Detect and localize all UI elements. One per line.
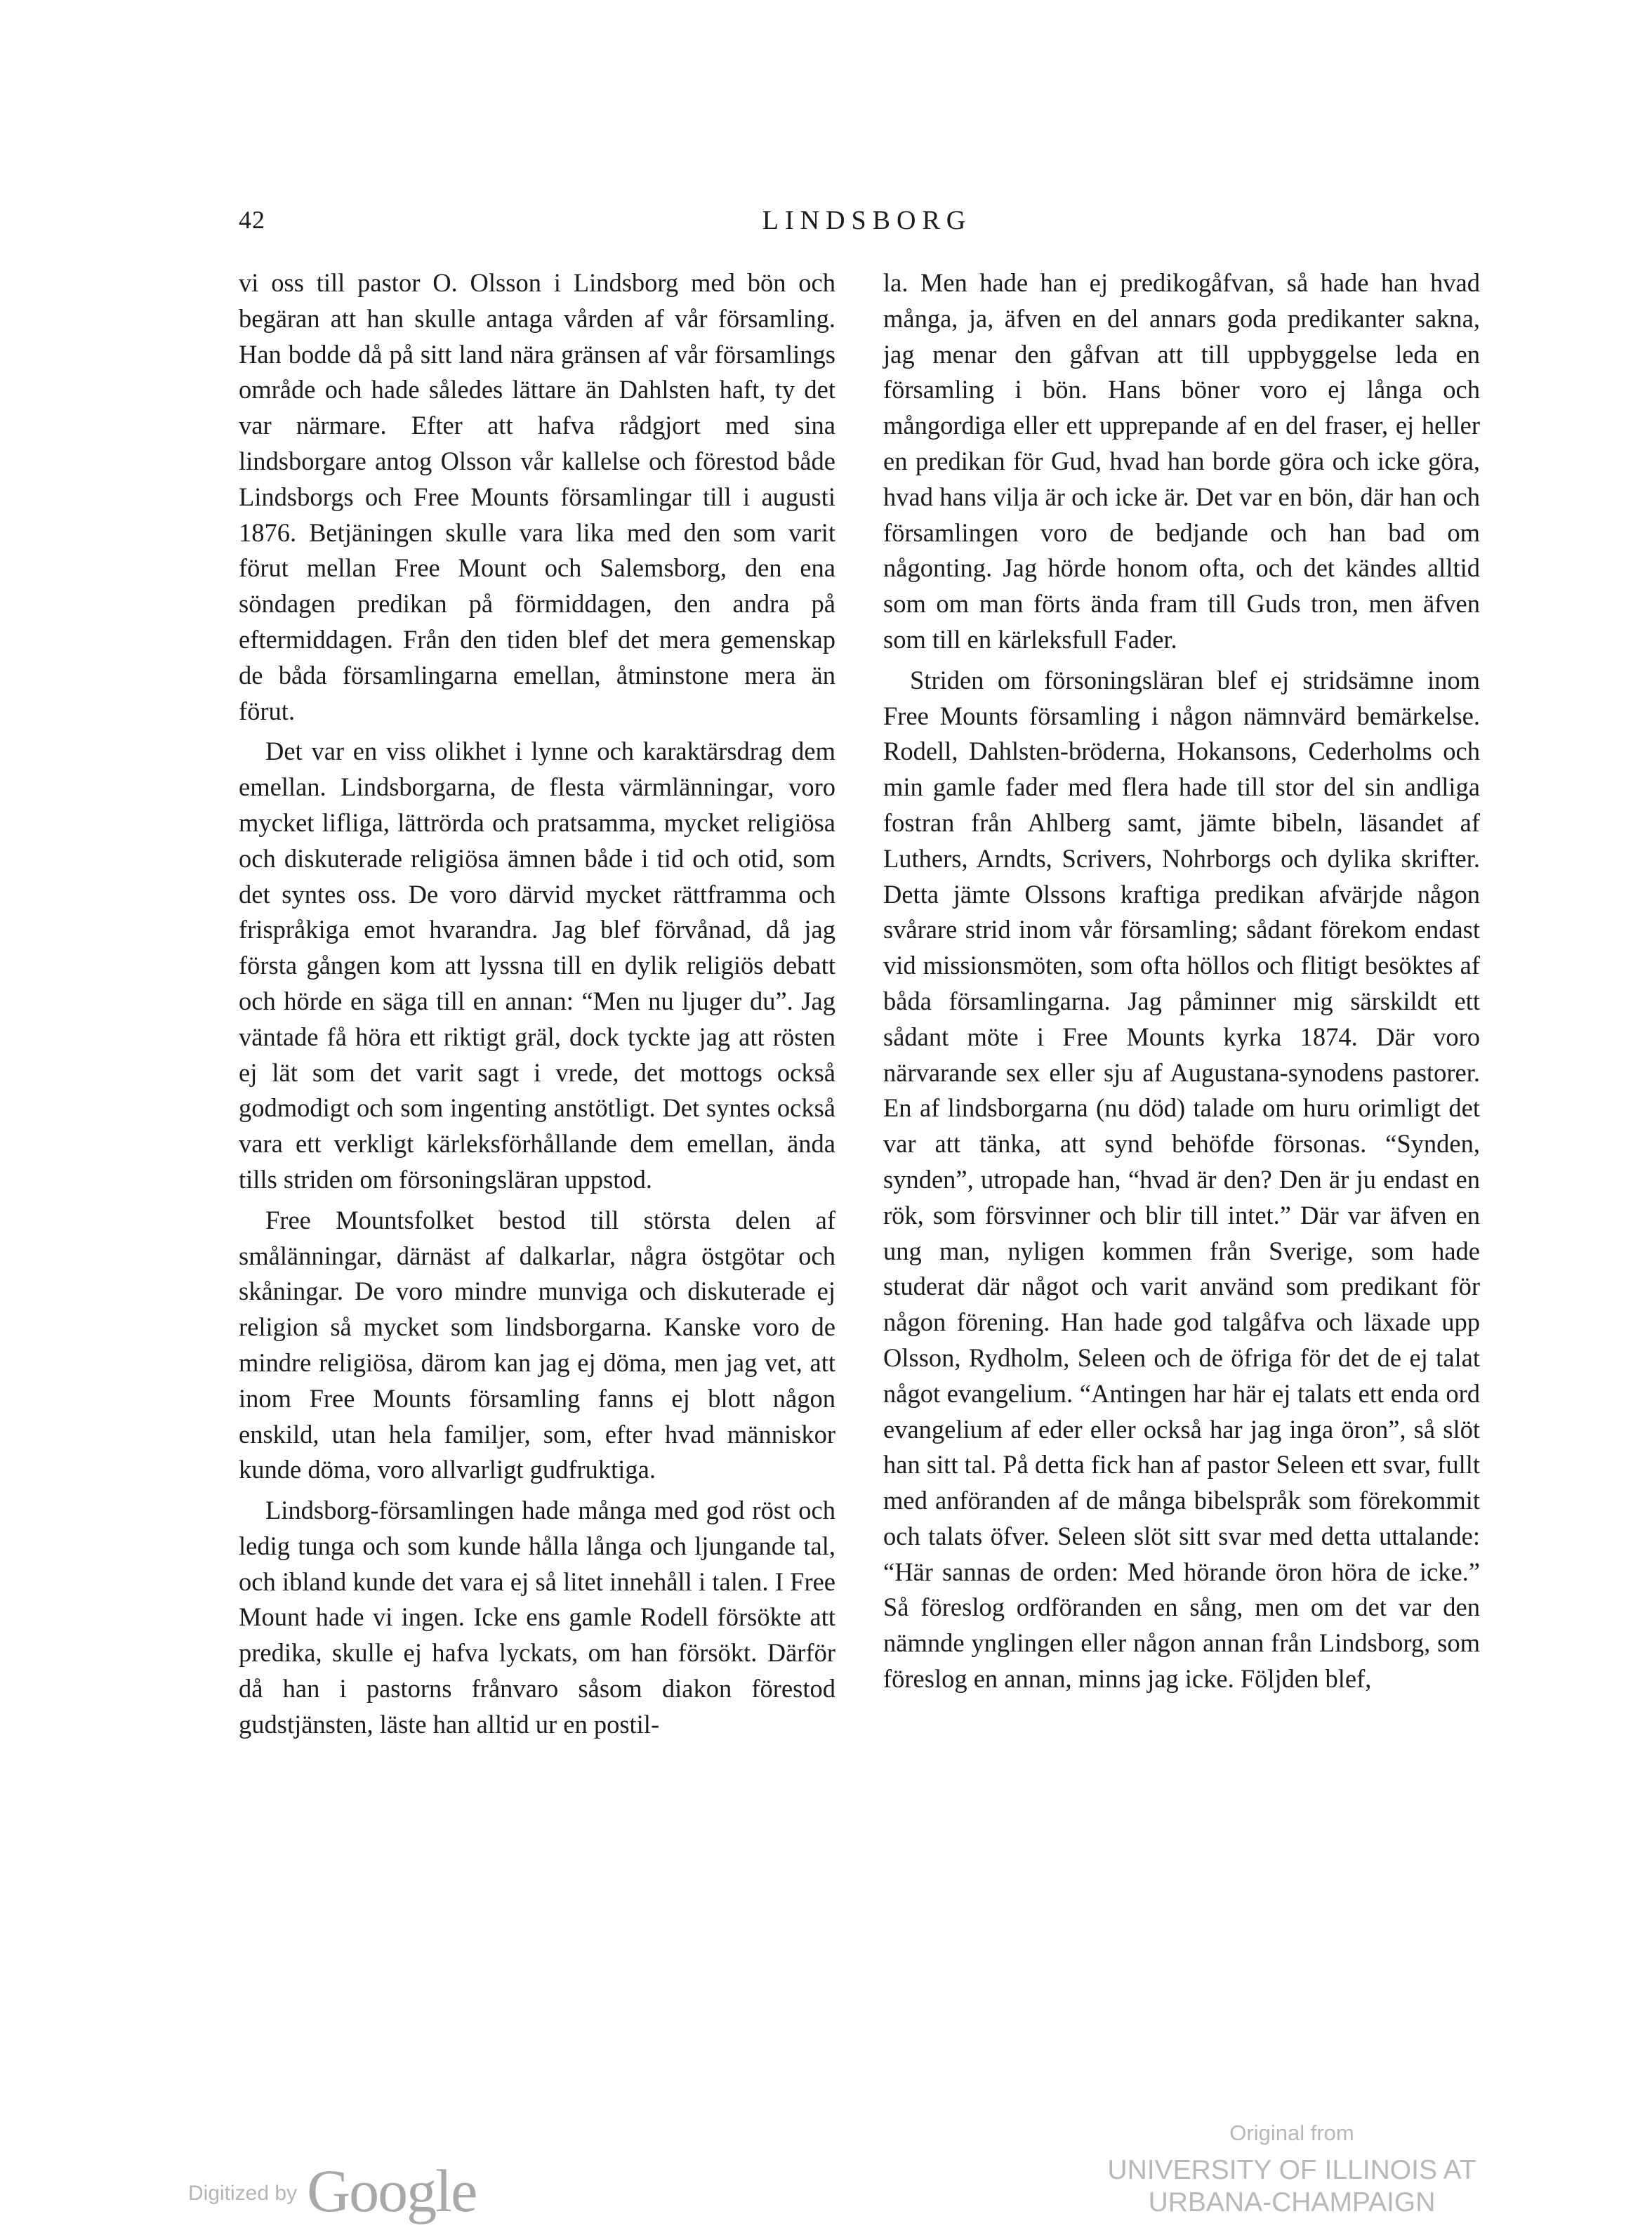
digitized-by-google-watermark (188, 2156, 476, 2226)
left-column (239, 265, 835, 1748)
paragraph: Lindsborg-församlingen hade många med god röst och ledig tunga och som kunde hålla långa och ljungande tal, och ibland kunde det vara ej så litet innehåll i talen. I Free Mount hade vi ingen. Icke ens gamle Rodell försökte att predika, skulle ej hafva lyckats, om han försökt. Därför då han i pastorns frånvaro såsom diakon förestod gudstjänsten, läste han alltid ur en postil- (239, 1496, 835, 1739)
original-source-watermark (1081, 2121, 1502, 2219)
page-header (239, 205, 1495, 240)
page-number: 42 (239, 206, 265, 234)
university-name-line2: URBANA-CHAMPAIGN (1148, 2187, 1436, 2217)
original-from-label: Original from (1229, 2121, 1354, 2145)
running-title: LINDSBORG (762, 206, 972, 235)
paragraph: Striden om försoningsläran blef ej stridsämne inom Free Mounts församling i någon nämnvärd bemärkelse. Rodell, Dahlsten-bröderna, Hokansons, Cederholms och min gamle fader med flera hade till stor del sin andliga fostran från Ahlberg samt, jämte bibeln, läsandet af Luthers, Arndts, Scrivers, Nohrborgs och dylika skrifter. Detta jämte Olssons kraftiga predikan afvärjde någon svårare strid inom vår församling; sådant förekom endast vid missionsmöten, som ofta höllos och flitigt besöktes af båda församlingarna. Jag påminner mig särskildt ett sådant möte i Free Mounts kyrka 1874. Där voro närvarande sex eller sju af Augustana-synodens pastorer. En af lindsborgarna (nu död) talade om huru orimligt det var att tänka, att synd behöfde försonas. “Synden, synden”, utropade han, “hvad är den? Den är ju endast en rök, som försvinner och blir till intet.” Där var äfven en ung man, nyligen kommen från Sverige, som hade studerat där något och varit använd som predikant för någon förening. Han hade god talgåfva och läxade upp Olsson, Rydholm, Seleen och de öfriga för det de ej talat något evangelium. “Antingen har här ej talats ett enda ord evangelium af eder eller också har jag inga öron”, så slöt han sitt tal. På detta fick han af pastor Seleen ett svar, fullt med anföranden af de många bibelspråk som förekommit och talats öfver. Seleen slöt sitt svar med detta uttalande: “Här sannas de orden: Med hörande öron höra de icke.” Så föreslog ordföranden en sång, men om det var den nämnde ynglingen eller någon annan från Lindsborg, som föreslog en annan, minns jag icke. Följden blef, (883, 665, 1480, 1694)
paragraph: Free Mountsfolket bestod till största delen af smålänningar, därnäst af dalkarlar, några östgötar och skåningar. De voro mindre munviga och diskuterade ej religion så mycket som lindsborgarna. Kanske voro de mindre religiösa, därom kan jag ej döma, men jag vet, att inom Free Mounts församling fanns ej blott någon enskild, utan hela familjer, som, efter hvad människor kunde döma, voro allvarligt gudfruktiga. (239, 1205, 835, 1484)
google-logo: Google (307, 2157, 477, 2224)
right-column (883, 265, 1480, 1702)
paragraph: Det var en viss olikhet i lynne och karaktärsdrag dem emellan. Lindsborgarna, de flesta värmlänningar, voro mycket lifliga, lättrörda och pratsamma, mycket religiösa och diskuterade religiösa ämnen både i tid och otid, som det syntes oss. De voro därvid mycket rättframma och frispråkiga emot hvarandra. Jag blef förvånad, då jag första gången kom att lyssna till en dylik religiös debatt och hörde en säga till en annan: “Men nu ljuger du”. Jag väntade få höra ett riktigt gräl, dock tyckte jag att rösten ej lät som det varit sagt i vrede, det mottogs också godmodigt och som ingenting anstötligt. Det syntes också vara ett verkligt kärleksförhållande dem emellan, ända tills striden om försoningsläran uppstod. (239, 737, 835, 1194)
paragraph: vi oss till pastor O. Olsson i Lindsborg med bön och begäran att han skulle antaga vården af vår församling. Han bodde då på sitt land nära gränsen af vår församlings område och hade således lättare än Dahlsten haft, ty det var närmare. Efter att hafva rådgjort med sina lindsborgare antog Olsson vår kallelse och förestod både Lindsborgs och Free Mounts församlingar till i augusti 1876. Betjäningen skulle vara lika med den som varit förut mellan Free Mount och Salemsborg, den ena söndagen predikan på förmiddagen, den andra på eftermiddagen. Från den tiden blef det mera gemenskap de båda församlingarna emellan, åtminstone mera än förut. (239, 268, 835, 725)
paragraph: la. Men hade han ej predikogåfvan, så hade han hvad många, ja, äfven en del annars goda predikanter sakna, jag menar den gåfvan att till uppbyggelse leda en församling i bön. Hans böner voro ej långa och mångordiga eller ett upprepande af en del fraser, ej heller en predikan för Gud, hvad han borde göra och icke göra, hvad hans vilja är och icke är. Det var en bön, där han och församlingen voro de bedjande och han bad om någonting. Jag hörde honom ofta, och det kändes alltid som om man förts ända fram till Guds tron, men äfven som till en kärleksfull Fader. (883, 268, 1480, 654)
university-name-line1: UNIVERSITY OF ILLINOIS AT (1107, 2155, 1476, 2185)
digitized-by-label: Digitized by (188, 2182, 298, 2205)
